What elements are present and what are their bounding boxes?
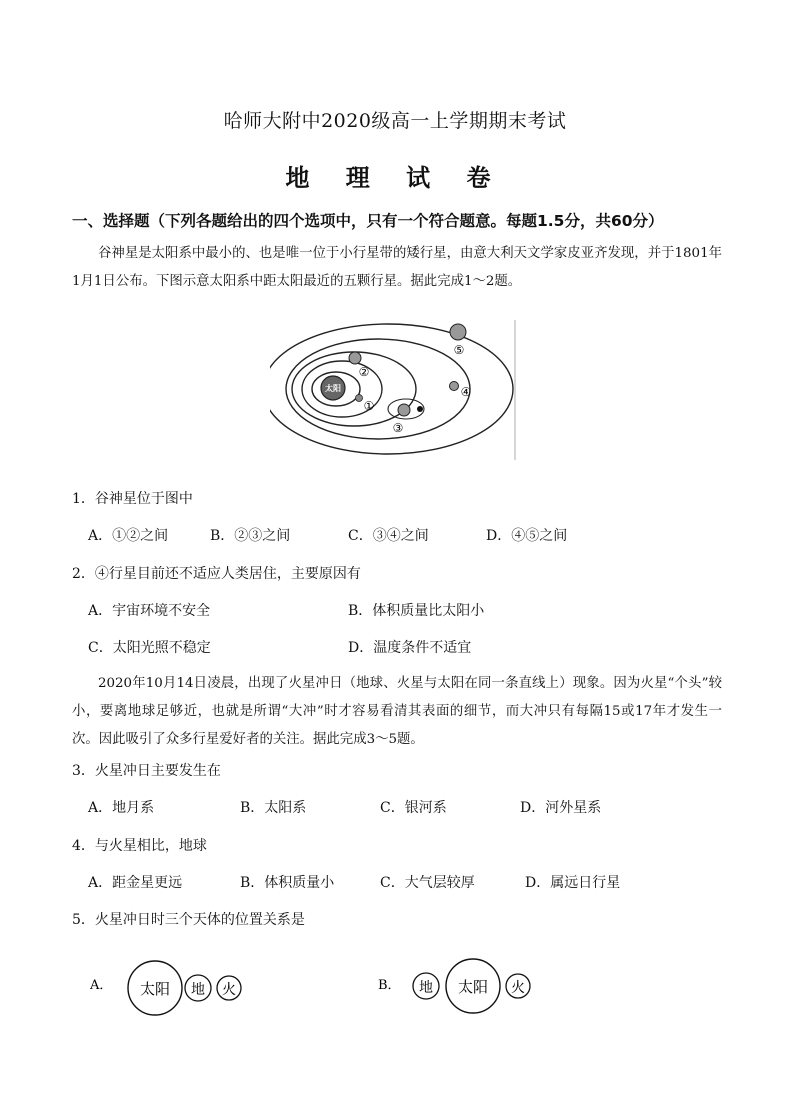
material-1-paragraph: 谷神星是太阳系中最小的、也是唯一位于小行星带的矮行星，由意大利天文学家皮亚齐发现，并于1801年1月1日公布。下图示意太阳系中距太阳最近的五颗行星。据此完成1～2题。	[72, 246, 722, 289]
a-sun-label: 太阳	[139, 980, 171, 998]
b-mars-label: 火	[511, 980, 525, 996]
planet-5	[450, 324, 466, 340]
question-5-option-diagrams	[90, 955, 560, 1020]
q4-option-a[interactable]: A．距金星更远	[88, 875, 183, 891]
exam-title: 哈师大附中2020级高一上学期期末考试	[223, 110, 567, 132]
question-1-stem: 1．谷神星位于图中	[72, 491, 193, 507]
planet-3	[398, 404, 410, 416]
q2-option-d[interactable]: D．温度条件不适宜	[348, 640, 472, 656]
orbit-5	[270, 324, 513, 454]
q3-option-d[interactable]: D．河外星系	[520, 800, 602, 816]
q5-option-b-diagram[interactable]	[378, 959, 530, 1013]
q3-option-b[interactable]: B．太阳系	[240, 800, 307, 816]
a-earth-label: 地	[191, 982, 205, 998]
a-mars-label: 火	[222, 982, 236, 998]
q5-option-a-letter: A．	[90, 978, 113, 993]
question-3-stem: 3．火星冲日主要发生在	[72, 763, 221, 779]
q1-option-c[interactable]: C．③④之间	[348, 528, 429, 544]
planet-1	[356, 395, 363, 402]
q3-option-a[interactable]: A．地月系	[88, 800, 155, 816]
marker-3: ③	[392, 421, 404, 435]
solar-system-orbit-diagram	[270, 318, 530, 463]
q2-option-b[interactable]: B．体积质量比太阳小	[348, 603, 485, 619]
paper-subject-title: 地 理 试 卷	[285, 163, 505, 192]
planet-2	[349, 352, 361, 364]
marker-2: ②	[358, 365, 370, 379]
question-4-stem: 4．与火星相比，地球	[72, 838, 207, 854]
sun-label: 太阳	[325, 384, 341, 393]
q4-option-b[interactable]: B．体积质量小	[240, 875, 335, 891]
b-earth-label: 地	[419, 980, 433, 996]
section-heading: 一、选择题（下列各题给出的四个选项中，只有一个符合题意。每题1.5分，共60分）	[72, 212, 664, 230]
marker-5: ⑤	[453, 343, 465, 357]
question-5-stem: 5．火星冲日时三个天体的位置关系是	[72, 912, 305, 928]
marker-4: ④	[460, 385, 472, 399]
marker-1: ①	[363, 399, 375, 413]
q2-option-a[interactable]: A．宇宙环境不安全	[88, 603, 211, 619]
q5-option-b-letter: B．	[378, 978, 401, 993]
q1-option-b[interactable]: B．②③之间	[210, 528, 291, 544]
q1-option-a[interactable]: A．①②之间	[88, 528, 169, 544]
q4-option-d[interactable]: D．属远日行星	[525, 875, 621, 891]
planet-4	[450, 382, 459, 391]
moon	[417, 406, 423, 412]
b-sun-label: 太阳	[457, 978, 489, 996]
q2-option-c[interactable]: C．太阳光照不稳定	[88, 640, 211, 656]
q1-option-d[interactable]: D．④⑤之间	[486, 528, 568, 544]
question-2-stem: 2．④行星目前还不适应人类居住，主要原因有	[72, 566, 361, 582]
q3-option-c[interactable]: C．银河系	[380, 800, 447, 816]
material-2-paragraph: 2020年10月14日凌晨，出现了火星冲日（地球、火星与太阳在同一条直线上）现象。因为火星“个头”较小，要离地球足够近，也就是所谓“大冲”时才容易看清其表面的细节，而大冲只有每隔15或17年才发生一次。因此吸引了众多行星爱好者的关注。据此完成3～5题。	[72, 676, 722, 747]
q5-option-a-diagram[interactable]	[90, 961, 241, 1015]
orbit-4	[286, 339, 470, 439]
q4-option-c[interactable]: C．大气层较厚	[380, 875, 475, 891]
